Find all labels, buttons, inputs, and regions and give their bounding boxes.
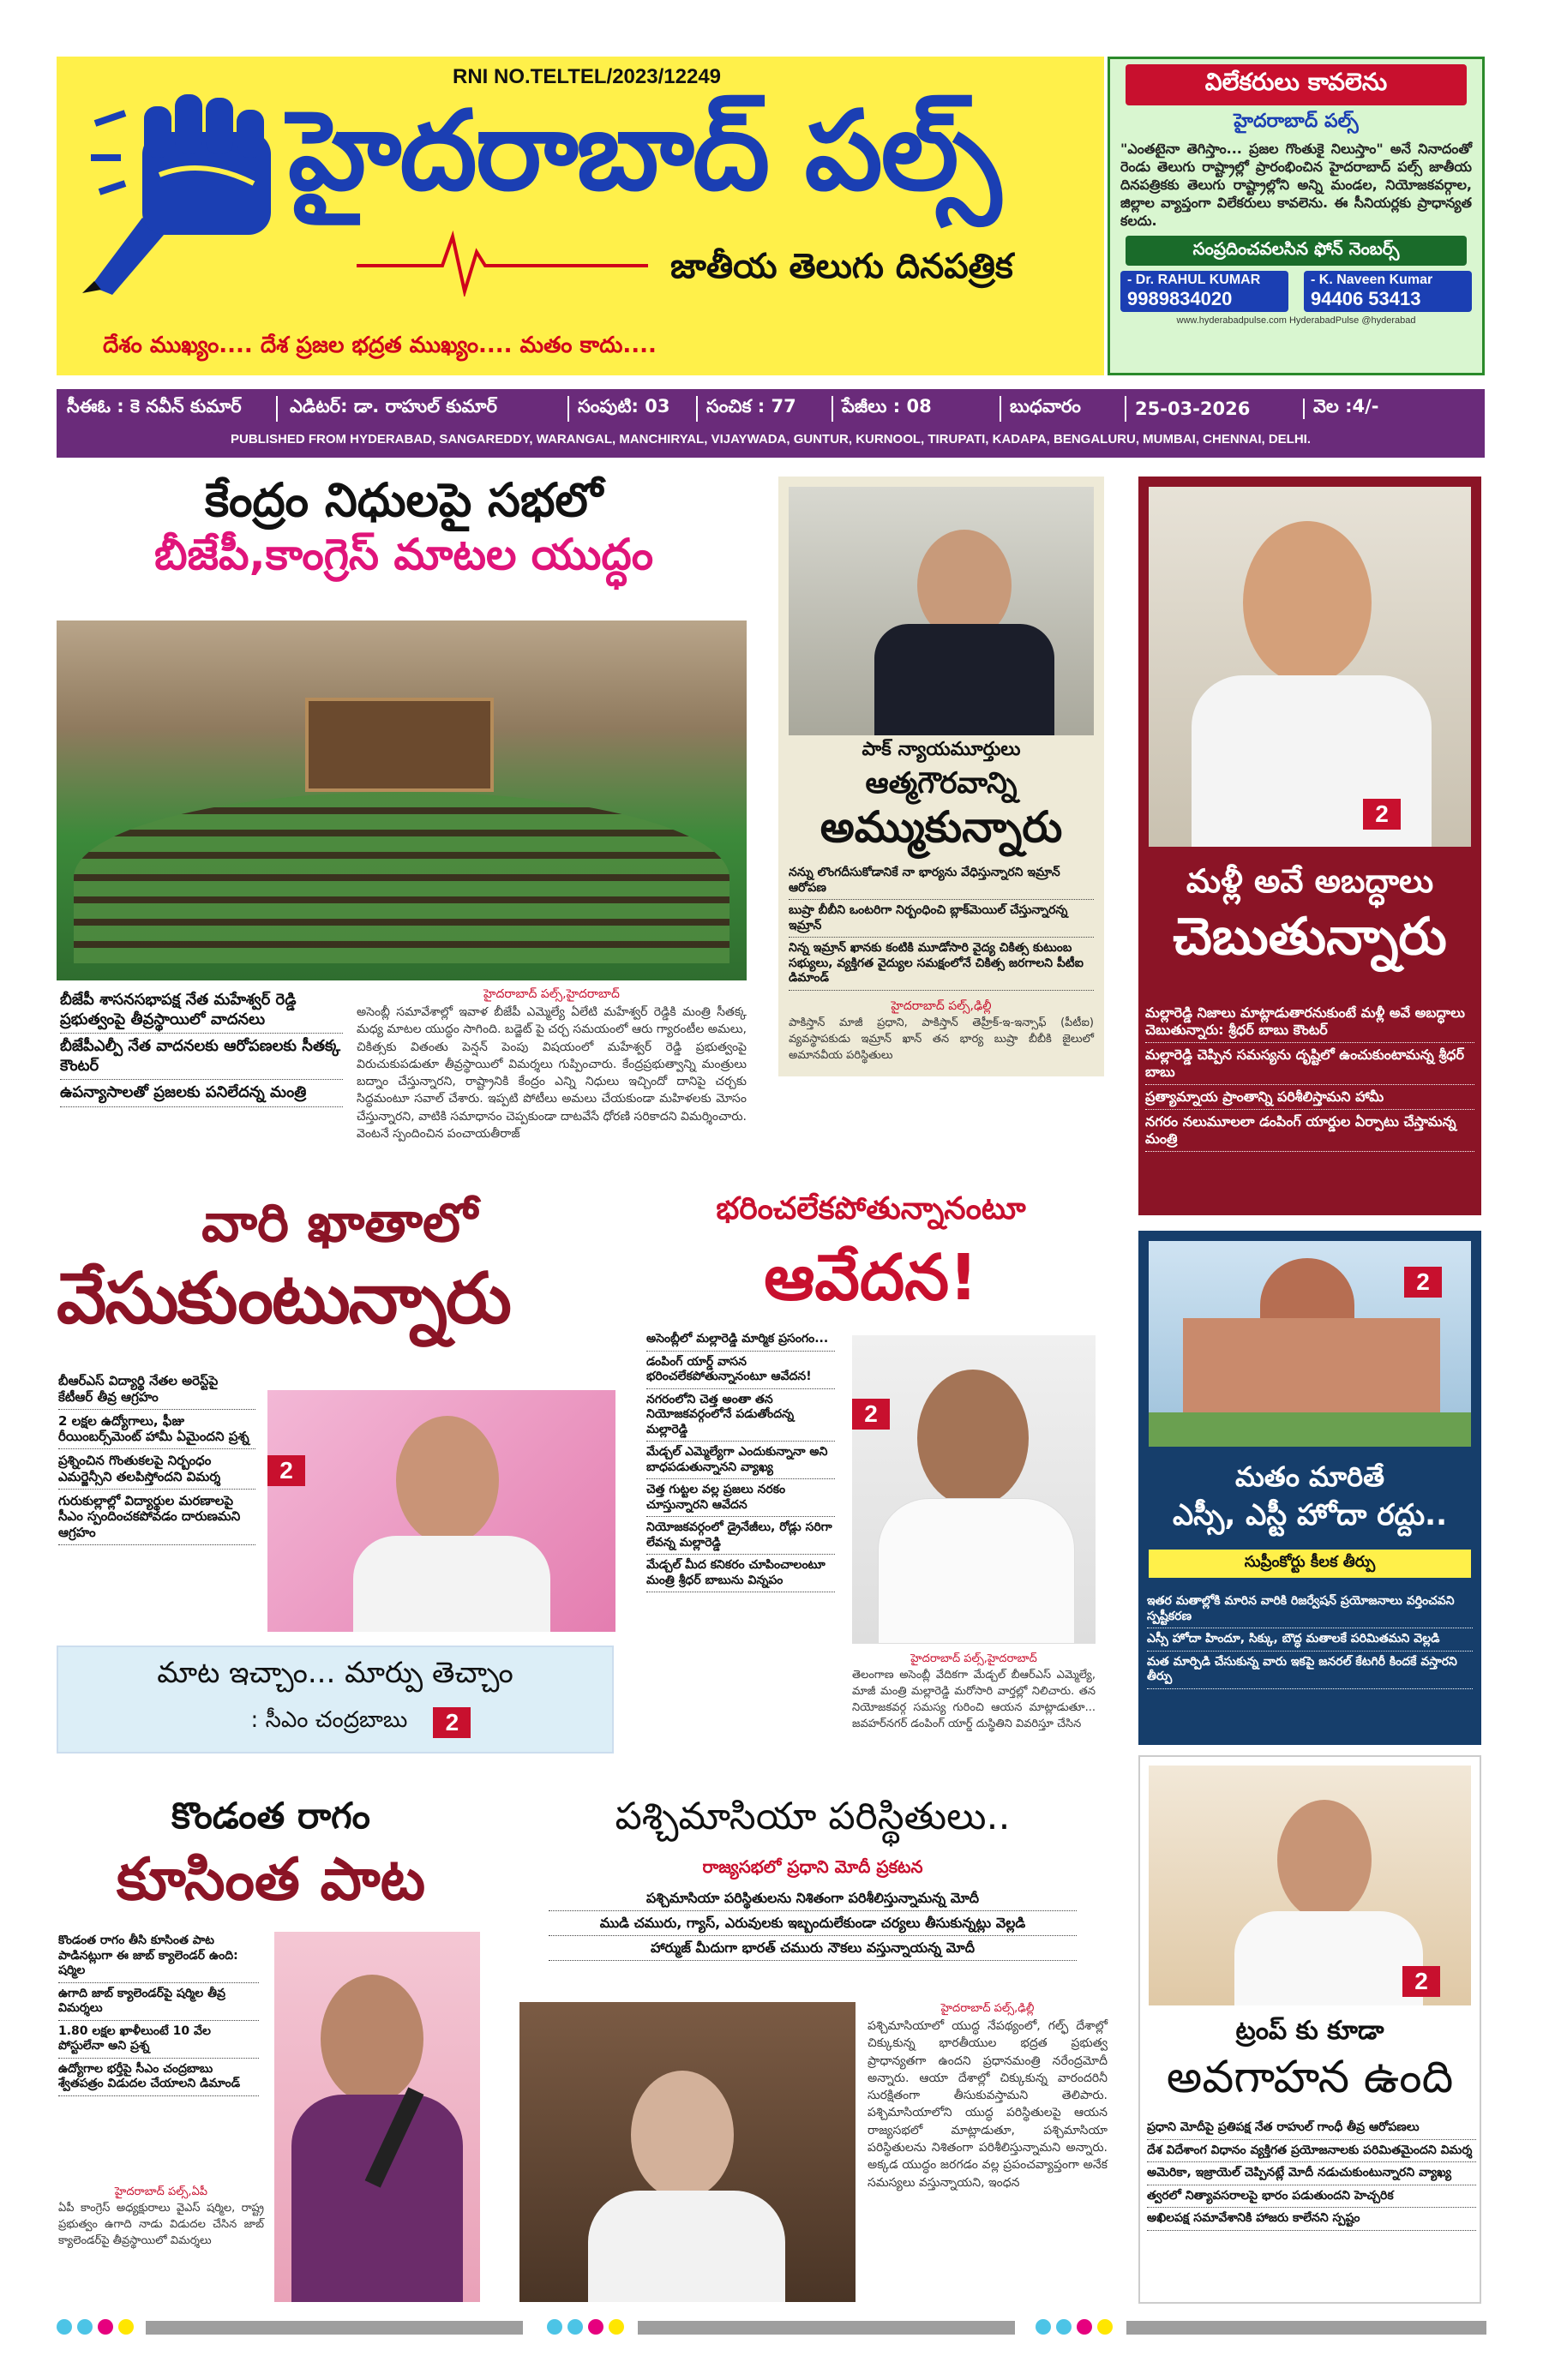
magenta-dot-icon [1077, 2319, 1092, 2335]
info-editor: ఎడిటర్: డా. రాహుల్ కుమార్ [278, 396, 569, 422]
speaker-dais [305, 698, 494, 792]
ad-body: "ఎంతటైనా తెగిస్తాం... ప్రజల గొంతుకై నిలుస్తాం" అనే నినాదంతో రెండు తెలుగు రాష్ట్రాల్లో ప్రారంభించిన హైదరాబాద్ పల్స్ జాతీయ దినపత్రికకు తెలుగు రాష్ట్రాల్లోని అన్ని మండల, నియోజకవర్గాల, జిల్లాల వ్యాప్తంగా విలేకరులు కావలెను. ఈ సీనియర్లకు ప్రాధాన్యత కలదు. [1120, 141, 1472, 230]
contact-phone: 9989834020 [1127, 287, 1233, 309]
headline: ట్రంప్ కు కూడా [1235, 2016, 1384, 2046]
cyan-dot-icon [57, 2319, 72, 2335]
bullet-item: నగరంలోని చెత్త అంతా తన నియోజకవర్గంలోనే పడుతోందన్న మల్లారెడ్డి [646, 1389, 835, 1442]
published-from: PUBLISHED FROM HYDERABAD, SANGAREDDY, WARANGAL, MANCHIRYAL, VIJAYWADA, GUNTUR, KURNOOL, TIRUPATI, KADAPA, BENGALURU, MUMBAI, CHENNAI, DELHI. [230, 432, 1312, 447]
headline: వారి ఖాతాలో [201, 1191, 477, 1254]
bullet-list [549, 1886, 1077, 1961]
registration-dots-left [57, 2319, 139, 2338]
byline: హైదరాబాద్ పల్స్,హైదరాబాద్ [483, 987, 620, 1001]
byline: హైదరాబాద్ పల్స్,ఢిల్లీ [891, 999, 992, 1013]
figure [1277, 1800, 1372, 1920]
headline: కూసింత పాట [116, 1846, 426, 1914]
bullet-item: అమెరికా, ఇజ్రాయెల్ చెప్పినట్లే మోదీ నడుచుకుంటున్నారని వ్యాఖ్య [1147, 2162, 1476, 2185]
bullet-list [58, 1930, 259, 2096]
modi-photo [519, 2002, 856, 2302]
quote-text: మాట ఇచ్చాం... మార్పు తెచ్చాం [157, 1656, 513, 1690]
bullet-list [60, 987, 343, 1107]
sridhar-photo [1149, 487, 1471, 847]
story-supreme-court [1138, 1231, 1481, 1745]
cyan-dot-icon [1036, 2319, 1051, 2335]
story-body: అసెంబ్లీ సమావేశాల్లో ఇవాళ బీజేపీ ఎమ్మెల్యే ఏలేటి మహేశ్వర్ రెడ్డికి మంత్రి సీతక్క మధ్య మాటల యుద్ధం సాగింది. బడ్జెట్ పై చర్చ సమయంలో ఆరు గ్యారంటీల అమలు, చికిత్సకు వితంతు పెన్షన్ పెంపు విషయంలో మహేశ్వర్ రెడ్డి ప్రభుత్వంపై విరుచుకుపడుతూ తీవ్రస్థాయిలో విమర్శలు గుప్పించారు. కేంద్రప్రభుత్వాన్ని మంత్రులు బద్నాం చేస్తున్నారని, రాష్ట్రానికి కేంద్రం ఎన్ని నిధులు ఇచ్చిందో దానిపై చర్చకు సిద్ధమంటూ సవాల్ చేశారు. ఇప్పటి పోటీలు అమలు చేయకుండా మహిళలకు మోసం చేస్తున్నారని, వాటికి సమాధానం చెప్పకుండా దాటవేసే ధోరణి సరికాదని విమర్శించారు. వెంటనే స్పందించిన పంచాయతీరాజ్ [357, 1005, 747, 1142]
headline: ఆవేదన! [764, 1241, 978, 1315]
magenta-dot-icon [588, 2319, 603, 2335]
bullet-item: ప్రధాని మోదీపై ప్రతిపక్ష నేత రాహుల్ గాంధీ తీవ్ర ఆరోపణలు [1147, 2117, 1476, 2140]
headline: అమ్ముకున్నారు [820, 802, 1063, 852]
registration-dots-mid [547, 2319, 629, 2338]
headline: పశ్చిమాసియా పరిస్థితులు.. [615, 1795, 1011, 1838]
yellow-dot-icon [118, 2319, 134, 2335]
info-bar [57, 389, 1485, 458]
ad-contact-heading: సంప్రదించవలసిన ఫోన్ నెంబర్స్ [1126, 236, 1467, 266]
building [1183, 1318, 1440, 1421]
headline: ఎస్సీ, ఎస్టీ హోదా రద్దు.. [1172, 1498, 1447, 1532]
figure [321, 1975, 423, 2103]
info-ceo: సీఈఓ : కె నవీన్ కుమార్ [57, 396, 278, 422]
cyan-dot-icon [547, 2319, 562, 2335]
bullet-item: మల్లారెడ్డి చెప్పిన సమస్యను దృష్టిలో ఉంచుకుంటామన్న శ్రీధర్ బాబు [1145, 1043, 1474, 1085]
ad-contact-2 [1304, 271, 1472, 312]
yellow-dot-icon [609, 2319, 624, 2335]
info-date: 25-03-2026 [1126, 399, 1305, 419]
bullet-item: హార్ముజ్ మీదుగా భారత్ చమురు నౌకలు వస్తున్నాయన్న మోదీ [549, 1936, 1077, 1961]
story-sridhar-babu [1138, 477, 1481, 1215]
fist-pen-logo-icon [82, 72, 314, 295]
footer-bar [1126, 2321, 1486, 2335]
byline: హైదరాబాద్ పల్స్,ఏపీ [114, 2185, 208, 2198]
dome [1260, 1258, 1354, 1318]
benches [74, 792, 729, 963]
ad-logo: హైదరాబాద్ పల్స్ [1234, 111, 1359, 132]
kicker: పాక్ న్యాయమూర్తులు [862, 739, 1021, 760]
footer-bar [638, 2321, 1015, 2335]
bullet-list [789, 862, 1094, 991]
bullet-item: మేడ్చల్ ఎమ్మెల్యేగా ఎందుకున్నానా అని బాధపడుతున్నానని వ్యాఖ్య [646, 1442, 835, 1479]
headline: మతం మారితే [1234, 1460, 1385, 1493]
bullet-item: ఉద్యోగాల భర్తీపై సీఎం చంద్రబాబు శ్వేతపత్రం విడుదల చేయాలని డిమాండ్ [58, 2059, 259, 2096]
footer-bar [146, 2321, 523, 2335]
contact-name: - Dr. RAHUL KUMAR [1127, 272, 1261, 287]
paper-subtitle: జాతీయ తెలుగు దినపత్రిక [670, 247, 1013, 286]
bullet-item: అఖిలపక్ష సమావేశానికి హాజరు కాలేనని స్పష్టం [1147, 2208, 1476, 2231]
headline: బీజేపీ,కాంగ్రెస్ మాటల యుద్ధం [153, 530, 654, 579]
bullet-item: త్వరలో నిత్యావసరాలపై భారం పడుతుందని హెచ్చరిక [1147, 2185, 1476, 2209]
bullet-item: 2 లక్షల ఉద్యోగాలు, ఫీజు రీయింబర్స్‌మెంట్ హామీ ఏమైందని ప్రశ్న [58, 1410, 255, 1450]
figure [1243, 521, 1372, 684]
page-ref-badge[interactable]: 2 [267, 1455, 305, 1486]
cm-quote-box [57, 1646, 614, 1754]
bullet-item: ప్రత్యామ్నాయ ప్రాంతాన్ని పరిశీలిస్తామని హామీ [1145, 1085, 1474, 1110]
figure-body [353, 1536, 550, 1632]
bullet-list [1147, 2117, 1476, 2231]
bullet-item: మేడ్చల్ మీద కనికరం చూపించాలంటూ మంత్రి శ్రీధర్ బాబును విన్నపం [646, 1555, 835, 1592]
byline: హైదరాబాద్ పల్స్,హైదరాబాద్ [910, 1652, 1037, 1665]
headline: మళ్లీ అవే అబద్ధాలు [1186, 862, 1434, 900]
story-sharmila [57, 1795, 485, 2309]
bullet-item: నన్ను లొంగదీసుకోడానికే నా భార్యను వేధిస్తున్నారని ఇమ్రాన్ ఆరోపణ [789, 862, 1094, 900]
bullet-item: బీజేపీఎల్పీ నేత వాదనలకు ఆరోపణలకు సీతక్క కౌంటర్ [60, 1034, 343, 1080]
blue-dot-icon [1056, 2319, 1072, 2335]
ad-contact-1 [1120, 271, 1288, 312]
headline: కొండంత రాగం [171, 1795, 370, 1837]
headline: భరించలేకపోతున్నానంటూ [716, 1191, 1026, 1226]
page-ref-badge[interactable]: 2 [852, 1399, 890, 1430]
rni-number: RNI NO.TELTEL/2023/12249 [453, 65, 722, 88]
bullet-item: మత మార్పిడి చేసుకున్న వారు ఇకపై జనరల్ కేటగిరీ కిందకే వస్తారని తీర్పు [1147, 1652, 1473, 1689]
figure [917, 1370, 1029, 1507]
story-body: పాకిస్తాన్ మాజీ ప్రధాని, పాకిస్తాన్ తెహ్రీక్-ఇ-ఇన్సాఫ్ (పీటీఐ) వ్యవస్థాపకుడు ఇమ్రాన్ ఖాన్ తన భార్య బుష్రా బీబీకి జైలులో అమానవీయ పరిస్థితులు [789, 1016, 1094, 1062]
contact-phone: 94406 53413 [1311, 287, 1421, 309]
figure-body [874, 624, 1054, 735]
figure-body [291, 2095, 463, 2302]
bullet-item: దేశ విదేశాంగ విధానం వ్యక్తిగత ప్రయోజనాలకు పరిమితమైందని విమర్శ [1147, 2140, 1476, 2163]
bullet-item: బీఆర్ఎస్ విద్యార్థి నేతల అరెస్ట్‌పై కేటీఆర్ తీవ్ర ఆగ్రహం [58, 1370, 255, 1410]
info-pages: పేజీలు : 08 [833, 396, 1001, 422]
bullet-item: ప్రశ్నించిన గొంతుకలపై నిర్బంధం ఎమర్జెన్సీని తలపిస్తోందని విమర్శ [58, 1449, 255, 1490]
bullet-item: గురుకుల్లాల్లో విద్యార్థుల మరణాలపై సీఎం స్పందించకపోవడం దారుణమని ఆగ్రహం [58, 1490, 255, 1545]
bullet-item: బుష్రా బీబీని ఒంటరిగా నిర్బంధించి బ్లాక్‌మెయిల్ చేస్తున్నారన్న ఇమ్రాన్ [789, 900, 1094, 938]
bullet-list [646, 1328, 835, 1592]
headline: కేంద్రం నిధులపై సభలో [204, 473, 603, 527]
bullet-item: ఎస్సీ హోదా హిందూ, సిక్కు, బౌద్ధ మతాలకే పరిమితమని వెల్లడి [1147, 1628, 1473, 1652]
ad-heading: విలేకరులు కావలెను [1126, 64, 1467, 105]
figure [631, 2071, 734, 2199]
figure-body [588, 2191, 785, 2302]
bullet-item: మల్లారెడ్డి నిజాలు మాట్లాడుతారనుకుంటే మళ్లీ అవే అబద్ధాలు చెబుతున్నారు: శ్రీధర్ బాబు కౌంటర్ [1145, 1001, 1474, 1043]
bullet-item: ఉపన్యాసాలతో ప్రజలకు పనిలేదన్న మంత్రి [60, 1080, 343, 1107]
bullet-item: చెత్త గుట్టల వల్ల ప్రజలు నరకం చూస్తున్నారని ఆవేదన [646, 1479, 835, 1517]
info-volume: సంపుటి: 03 [569, 396, 698, 422]
bullet-item: అసెంబ్లీలో మల్లారెడ్డి మార్మిక ప్రసంగం... [646, 1328, 835, 1352]
malla-reddy-photo [852, 1335, 1096, 1644]
bullet-item: ఇతర మతాల్లోకి మారిన వారికి రిజర్వేషన్ ప్రయోజనాలు వర్తించవని స్పష్టీకరణ [1147, 1591, 1473, 1628]
story-body: పశ్చిమాసియాలో యుద్ధ నేపథ్యంలో, గల్ఫ్ దేశాల్లో చిక్కుకున్న భారతీయుల భద్రత ప్రభుత్వ ప్రాధాన్యతగా ఉందని ప్రధానమంత్రి నరేంద్రమోదీ అన్నారు. ఆయా దేశాల్లో చిక్కుకున్న వారందరినీ సురక్షితంగా తీసుకువస్తామని తెలిపారు. పశ్చిమాసియాలోని యుద్ధ పరిస్థితులపై ఆయన రాజ్యసభలో మాట్లాడుతూ, పశ్చిమాసియా పరిస్థితులను నిశితంగా పరిశీలిస్తున్నామని అన్నారు. అక్కడ యుద్ధం జరగడం వల్ల ప్రపంచవ్యాప్తంగా అనేక సమస్యలు వస్తున్నాయని, ఇంధన [868, 2019, 1108, 2190]
page-ref-badge[interactable]: 2 [1363, 799, 1401, 830]
magenta-dot-icon [98, 2319, 113, 2335]
bullet-item: నిన్న ఇమ్రాన్ ఖానకు కంటికి మూడోసారి వైద్య చికిత్స కుటుంబ సభ్యులు, వ్యక్తిగత వైద్యుల సమక్షంలోనే చికిత్స జరగాలని పీటీఐ డిమాండ్ [789, 938, 1094, 991]
blue-dot-icon [567, 2319, 583, 2335]
quote-attribution: : సీఎం చంద్రబాబు [250, 1707, 408, 1733]
headline: ఆత్మగౌరవాన్ని [865, 766, 1018, 800]
paper-slogan: దేశం ముఖ్యం.... దేశ ప్రజల భద్రత ముఖ్యం.... మతం కాదు.... [103, 333, 657, 358]
bullet-item: ముడి చమురు, గ్యాస్, ఎరువులకు ఇబ్బందులేకుండా చర్యలు తీసుకున్నట్లు వెల్లడి [549, 1911, 1077, 1936]
headline: వేసుకుంటున్నారు [57, 1258, 510, 1340]
lawn [1149, 1412, 1471, 1447]
bullet-list [1145, 1001, 1474, 1152]
page-ref-badge[interactable]: 2 [433, 1707, 471, 1738]
assembly-photo [57, 620, 747, 980]
story-malla-reddy [631, 1191, 1111, 1783]
info-day: బుధవారం [1001, 396, 1126, 422]
ad-footer: www.hyderabadpulse.com HyderabadPulse @hyderabad [1176, 315, 1416, 326]
story-west-asia [514, 1795, 1111, 2309]
bullet-item: నగరం నలుమూలలా డంపింగ్ యార్డుల ఏర్పాటు చేస్తామన్న మంత్రి [1145, 1110, 1474, 1152]
story-assembly [57, 473, 751, 1142]
imran-photo [789, 487, 1094, 735]
kicker: సుప్రీంకోర్టు కీలక తీర్పు [1149, 1550, 1471, 1578]
info-price: వెల :4/- [1313, 396, 1379, 417]
info-issue: సంచిక : 77 [698, 396, 833, 422]
bullet-list [1147, 1591, 1473, 1689]
story-rahul-gandhi [1138, 1755, 1481, 2304]
story-ktr [57, 1191, 622, 1637]
headline: చెబుతున్నారు [1173, 907, 1447, 967]
bullet-item: నియోజకవర్గంలో డ్రైనేజీలు, రోడ్లు సరిగా లేవన్న మల్లారెడ్డి [646, 1517, 835, 1555]
page-ref-badge[interactable]: 2 [1404, 1267, 1442, 1298]
ktr-photo [267, 1390, 615, 1632]
recruitment-ad [1108, 57, 1485, 375]
yellow-dot-icon [1097, 2319, 1113, 2335]
masthead [57, 57, 1104, 375]
bullet-item: డంపింగ్ యార్డ్ వాసన భరించలేకపోతున్నానంటూ ఆవేదన! [646, 1352, 835, 1389]
rahul-photo [1149, 1766, 1471, 2005]
bullet-item: 1.80 లక్షల ఖాళీలుంటే 10 వేల పోస్టులేనా అని ప్రశ్న [58, 2021, 259, 2059]
paper-title: హైదరాబాద్ పల్స్ [288, 87, 1000, 215]
pulse-line-icon [357, 228, 648, 297]
story-body: తెలంగాణ అసెంబ్లీ వేదికగా మేడ్చల్ బీఆర్ఎస్ ఎమ్మెల్యే, మాజీ మంత్రి మల్లారెడ్డి మరోసారి వార్తల్లో నిలిచారు. తన నియోజకవర్గ సమస్య గురించి ఆయన మాట్లాడుతూ... జవహర్‌నగర్ డంపింగ్ యార్డ్ దుస్థితిని వివరిస్తూ చేసిన [852, 1669, 1096, 1730]
figure-body [878, 1498, 1075, 1644]
bullet-item: ఉగాది జాబ్ క్యాలెండర్‌పై షర్మిల తీవ్ర విమర్శలు [58, 1983, 259, 2021]
story-body: ఏపీ కాంగ్రెస్ అధ్యక్షురాలు వైఎస్ షర్మిల, రాష్ట్ర ప్రభుత్వం ఉగాది నాడు విడుదల చేసిన జాబ్ క్యాలెండర్‌పై తీవ్రస్థాయిలో విమర్శలు [58, 2202, 264, 2247]
supreme-court-photo [1149, 1241, 1471, 1447]
bullet-list [58, 1370, 255, 1545]
figure-body [1234, 1911, 1423, 2005]
bullet-item: కొండంత రాగం తీసి కూసింత పాట పాడినట్లుగా ఈ జాబ్ క్యాలెండర్ ఉంది: షర్మిల [58, 1930, 259, 1983]
byline: హైదరాబాద్ పల్స్,ఢిల్లీ [940, 2002, 1035, 2015]
page-ref-badge[interactable]: 2 [1402, 1966, 1440, 1997]
sharmila-photo [274, 1932, 480, 2302]
bullet-item: బీజేపీ శాసనసభాపక్ష నేత మహేశ్వర్ రెడ్డి ప్రభుత్వంపై తీవ్రస్థాయిలో వాదనలు [60, 987, 343, 1034]
headline: అవగాహన ఉంది [1166, 2052, 1454, 2103]
story-pak-judges [778, 477, 1104, 1076]
figure [396, 1416, 499, 1544]
kicker: రాజ్యసభలో ప్రధాని మోదీ ప్రకటన [702, 1856, 923, 1877]
blue-dot-icon [77, 2319, 93, 2335]
bullet-item: పశ్చిమాసియా పరిస్థితులను నిశితంగా పరిశీలిస్తున్నామన్న మోదీ [549, 1886, 1077, 1911]
registration-dots-right [1036, 2319, 1118, 2338]
contact-name: - K. Naveen Kumar [1311, 272, 1433, 287]
